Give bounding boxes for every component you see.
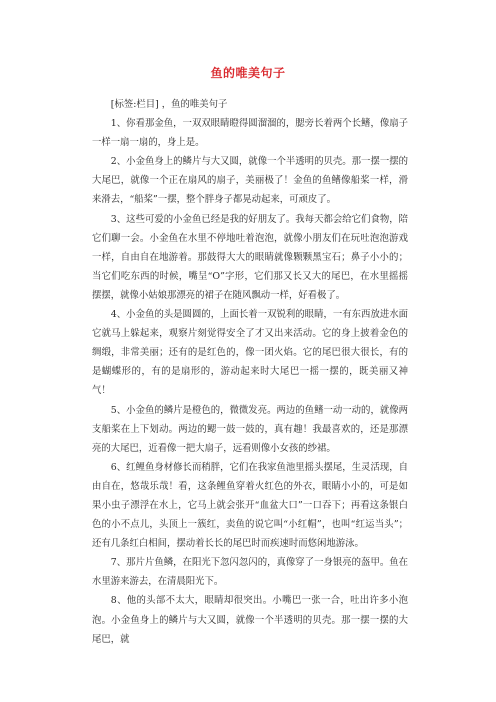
paragraph-4: 4、小金鱼的头是圆圆的，上面长着一双锐利的眼睛，一有东西放进水面它就马上躲起来，观察片刻觉得安全了才又出来活动。它的身上披着金色的绸缎，非常美丽；还有的是红色的，像一团火焰。它的尾巴很大很长，有的是蝴蝶形的，有的是扇形的，游动起来时大尾巴一摇一摆的，既美丽又神气！ (92, 309, 408, 397)
paragraph-8: 8、他的头部不太大，眼睛却很突出。小嘴巴一张一合，吐出许多小泡泡。小金鱼身上的鳞片与大又圆，就像一个半透明的贝壳。那一摆一摆的大尾巴，就 (92, 595, 408, 645)
paragraph-5: 5、小金鱼的鳞片是橙色的，微微发亮。两边的鱼鳍一动一动的，就像两支船桨在上下划动。两边的鳃一鼓一鼓的，真有趣！我最喜欢的，还是那漂亮的大尾巴，近看像一把大扇子，远看则像小女孩的纱裙。 (92, 404, 408, 454)
paragraph-6: 6、红鲤鱼身材修长而稍胖，它们在我家鱼池里摇头摆尾，生灵活现，自由自在，悠哉乐哉！看，这条鲤鱼穿着火红色的外衣，眼睛小小的，可是如果小虫子漂浮在水上，它马上就会张开“血盆大口”一口吞下；再看这条银白色的小不点儿，头顶上一簇红，卖鱼的说它叫“小红帽”，也叫“红运当头”；还有几条红白相间，摆动着长长的尾巴时而疾速时而悠闲地游泳。 (92, 461, 408, 550)
paragraph-tag-line: [标签:栏目] ，鱼的唯美句子 (110, 99, 228, 110)
document-title: 鱼的唯美句子 (210, 66, 286, 80)
paragraph-7: 7、那片片鱼鳞，在阳光下忽闪忽闪的，真像穿了一身银亮的盔甲。鱼在水里游来游去，在清晨阳光下。 (92, 557, 408, 588)
document-body (92, 95, 408, 649)
paragraph-2: 2、小金鱼身上的鳞片与大又圆，就像一个半透明的贝壳。那一摆一摆的大尾巴，就像一个正在扇风的扇子，美丽极了！金鱼的鱼鳍像船桨一样，滑来滑去，“船桨”一摆，整个胖身子都晃动起来，可顽皮了。 (92, 156, 408, 206)
paragraph-3: 3、这些可爱的小金鱼已经是我的好朋友了。我每天都会给它们食物，陪它们聊一会。小金鱼在水里不停地吐着泡泡，就像小朋友们在玩吐泡泡游戏一样，自由自在地游着。那鼓得大大的眼睛就像颗颗黑宝石；鼻子小小的；当它们吃东西的时候，嘴呈“O”字形，它们那又长又大的尾巴，在水里摇摇摆摆，就像小姑娘那漂亮的裙子在随风飘动一样，好看极了。 (92, 213, 408, 301)
paragraph-1: 1、你看那金鱼，一双双眼睛瞪得圆溜溜的，腮旁长着两个长鳍，像扇子一样一扇一扇的，身上是。 (92, 118, 408, 149)
